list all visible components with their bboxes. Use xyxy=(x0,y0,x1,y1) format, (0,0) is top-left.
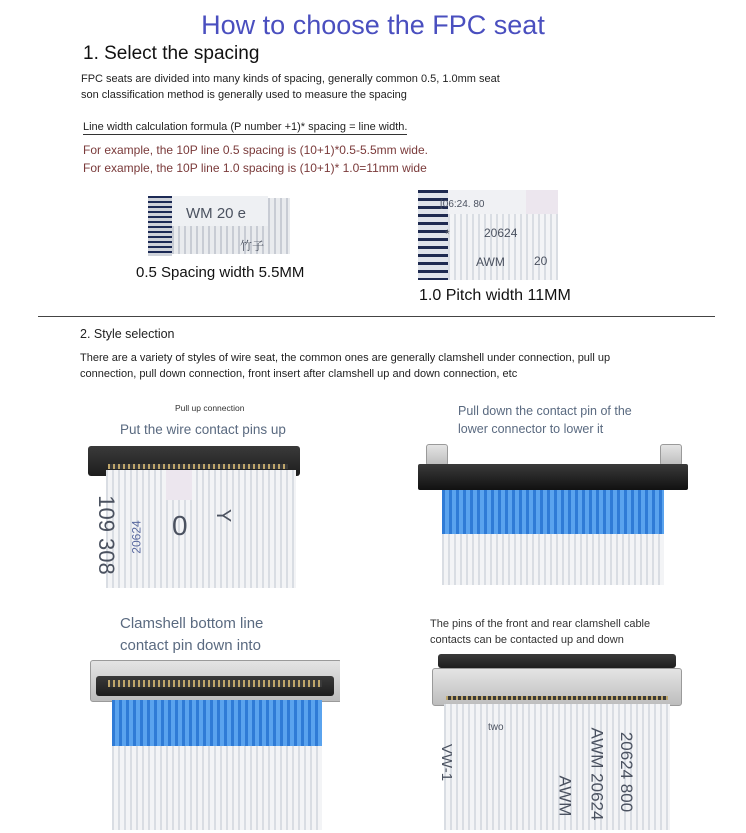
cable-print-text: 20624 xyxy=(129,520,144,554)
cable-print-star: * xyxy=(445,227,450,241)
panel4-caption-line1: The pins of the front and rear clamshell cable xyxy=(430,618,651,630)
cable-print-text: 0 xyxy=(172,510,188,541)
panel3-caption-line1: Clamshell bottom line xyxy=(120,615,264,632)
cable-print-text: AWM xyxy=(555,775,575,817)
cable-print-text: VW-1 xyxy=(438,743,456,782)
cable-print-text: AWM xyxy=(476,255,505,269)
example-1: For example, the 10P line 0.5 spacing is (10+1)*0.5-5.5mm wide. xyxy=(83,143,428,157)
cable-print-text: two xyxy=(488,722,504,733)
cable-photo-05mm xyxy=(148,196,290,256)
cable-print-text: WM 20 e xyxy=(186,205,247,222)
section-divider xyxy=(38,316,715,317)
cable-print-text: 20 xyxy=(534,254,548,268)
panel2-caption-line2: lower connector to lower it xyxy=(458,422,604,436)
section2-heading: 2. Style selection xyxy=(80,327,175,341)
cable-photo-10mm xyxy=(418,190,558,280)
pull-down-connector-photo xyxy=(418,440,688,585)
cable-print-text: [06:24. 80 xyxy=(440,199,485,210)
panel1-small-label: Pull up connection xyxy=(175,403,245,413)
panel2-caption-line1: Pull down the contact pin of the xyxy=(458,404,632,418)
page-title: How to choose the FPC seat xyxy=(201,10,545,40)
front-rear-clamshell-connector-photo xyxy=(432,654,682,830)
clamshell-bottom-connector-photo xyxy=(90,660,340,830)
caption-05-spacing: 0.5 Spacing width 5.5MM xyxy=(136,264,305,281)
cable-print-text: AWM 20624 xyxy=(587,727,607,821)
panel4-caption-line2: contacts can be contacted up and down xyxy=(430,634,624,646)
section1-desc-line1: FPC seats are divided into many kinds of spacing, generally common 0.5, 1.0mm seat xyxy=(81,73,500,85)
section1-heading: 1. Select the spacing xyxy=(83,43,260,64)
cable-print-text: 竹子 xyxy=(240,239,265,253)
section2-desc-line2: connection, pull down connection, front insert after clamshell up and down connection, etc xyxy=(80,368,518,380)
caption-10-pitch: 1.0 Pitch width 11MM xyxy=(419,287,571,304)
cable-print-text: 109 308 xyxy=(93,495,119,575)
section1-desc-line2: son classification method is generally used to measure the spacing xyxy=(81,89,407,101)
section2-desc-line1: There are a variety of styles of wire seat, the common ones are generally clamshell under connection, pull up xyxy=(80,352,611,364)
formula-text: Line width calculation formula (P number +1)* spacing = line width. xyxy=(83,121,408,133)
cable-print-text: 20624 xyxy=(484,226,518,240)
panel1-caption: Put the wire contact pins up xyxy=(120,422,286,437)
cable-print-text: 20624 800 xyxy=(617,731,637,813)
panel3-caption-line2: contact pin down into xyxy=(120,637,261,654)
pull-up-connector-photo xyxy=(88,440,300,588)
cable-print-text: Y xyxy=(212,508,235,523)
example-2: For example, the 10P line 1.0 spacing is (10+1)* 1.0=11mm wide xyxy=(83,161,427,175)
